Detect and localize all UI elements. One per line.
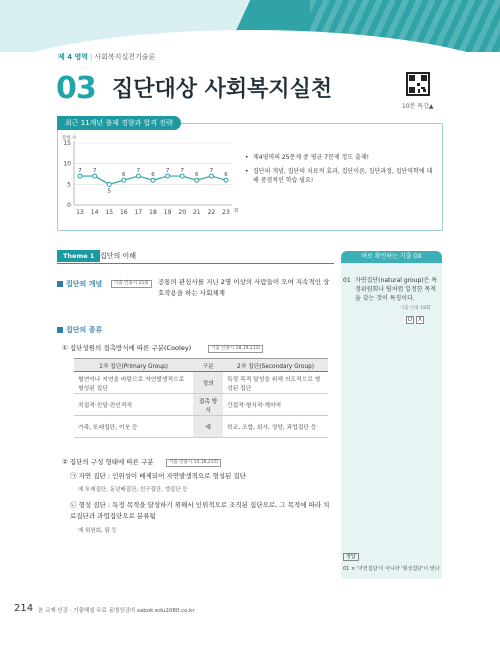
- answer-text: 01 × '자연집단'이 아니라 '형성집단'이 맞다: [343, 566, 440, 572]
- section-bullet-icon: [57, 327, 63, 333]
- source-badge: 기출 인용시 14,18,21회: [166, 459, 221, 467]
- table-cell: 간접적·형식적·계약적: [223, 394, 328, 416]
- x-tick-label: 21: [192, 209, 201, 216]
- data-label: 7: [78, 168, 82, 175]
- o-checkbox[interactable]: O: [407, 316, 413, 323]
- x-checkbox[interactable]: X: [417, 316, 423, 323]
- trend-line-chart: [60, 133, 240, 219]
- x-tick-label: 13: [76, 209, 84, 216]
- x-tick-label: 22: [207, 209, 216, 216]
- data-point: [78, 174, 82, 178]
- x-tick-label: 18: [149, 209, 157, 216]
- x-tick-label: 20: [178, 209, 187, 216]
- data-point: [107, 182, 111, 186]
- table-row: [74, 372, 328, 394]
- concept-title: 집단의 개념: [66, 280, 103, 288]
- header-band: [0, 0, 500, 52]
- footer-text: 본 교재 인강 · 기출해설 무료 동영상강의 sabok.edu2080.co.kr: [38, 608, 195, 614]
- natural-group-example: 예 또래집단, 동년배집단, 친구집단, 갱집단 등: [78, 487, 188, 493]
- x-tick-label: 16: [119, 209, 128, 216]
- table-header-row: [74, 359, 328, 372]
- data-point: [93, 174, 97, 178]
- trend-tips: [245, 153, 437, 190]
- natural-group-text: ㉠ 자연 집단 : 인위성이 배제되어 자연발생적으로 형성된 집단: [70, 472, 246, 480]
- x-tick-label: 17: [134, 209, 143, 216]
- data-point: [122, 178, 126, 182]
- data-point: [224, 178, 228, 182]
- table-cell: 혈연이나 지연을 바탕으로 자연발생적으로 형성된 집단: [74, 372, 193, 394]
- theme-tag: Theme 1: [57, 250, 100, 262]
- data-label: 7: [180, 168, 184, 175]
- data-label: 6: [151, 172, 155, 179]
- chapter-number: 03: [56, 71, 96, 106]
- data-label: 6: [122, 172, 126, 179]
- data-label: 7: [165, 168, 170, 175]
- concept-body: 공통의 관심사를 지닌 2명 이상의 사람들이 모여 지속적인 상호작용을 하는 사회체계: [158, 278, 330, 297]
- data-point: [151, 178, 155, 182]
- theme-title: 집단의 이해: [100, 252, 137, 260]
- data-label: 5: [107, 188, 111, 195]
- y-tick-label: 15: [63, 140, 71, 147]
- formed-group-text: ㉡ 형성 집단 : 특정 목적을 달성하기 위해서 인위적으로 조직된 집단으로, 그 목적에 따라 치료집단과 과업집단으로 분류됨: [70, 501, 330, 520]
- data-point: [136, 174, 140, 178]
- source-badge: 기출 인용시 18,19,21회: [208, 345, 263, 353]
- ox-quiz-heading: 바로 확인하는 기출 OX: [341, 251, 442, 263]
- x-tick-label: 23: [222, 209, 230, 216]
- types-item1-label: ① 집단성원의 접촉방식에 따른 구분(Cooley): [62, 344, 192, 352]
- y-tick-label: 5: [67, 181, 71, 189]
- subject-name: 사회복지실천기술론: [94, 53, 156, 61]
- question-number: 01: [343, 277, 351, 284]
- table-cell: 특정 목적 달성을 위해 의도적으로 형성된 집단: [223, 372, 328, 394]
- qr-code-icon[interactable]: [406, 72, 430, 96]
- chapter-title: 집단대상 사회복지실천: [112, 77, 333, 102]
- trend-tip: • 제4영역의 25문제 중 평균 7문제 정도 출제!: [245, 153, 437, 162]
- y-tick-label: 0: [67, 202, 71, 209]
- divider: [57, 263, 334, 264]
- data-label: 6: [224, 172, 228, 179]
- data-label: 6: [195, 172, 199, 179]
- y-tick-label: 10: [63, 160, 71, 168]
- data-point: [209, 174, 213, 178]
- data-point: [166, 174, 170, 178]
- table-cell: 예: [193, 416, 223, 438]
- ox-question: [343, 276, 438, 303]
- source-badge: 기출 인용시 21회: [111, 280, 152, 288]
- table-header: 구분: [193, 359, 223, 372]
- x-tick-label: 15: [105, 209, 114, 216]
- table-row: [74, 416, 328, 438]
- data-label: 7: [209, 168, 214, 175]
- part-label: 제 4 영역 | 사회복지실천기술론: [58, 53, 156, 61]
- x-tick-label: 19: [163, 209, 172, 216]
- x-axis-label: 회: [234, 209, 239, 214]
- data-point: [180, 174, 184, 178]
- section-bullet-icon: [57, 281, 63, 287]
- data-label: 7: [136, 168, 141, 175]
- question-text: 자연집단(natural group)은 특정위원회나 팀처럼 일정한 목적을 갖는 것이 특징이다.: [355, 277, 438, 302]
- data-point: [195, 178, 199, 182]
- group-comparison-table: [74, 358, 328, 438]
- types-item2-label: ② 집단의 구성 형태에 따른 구분: [62, 458, 154, 466]
- question-source: 기출 인용 18회: [400, 306, 431, 311]
- table-cell: 가족, 또래집단, 이웃 등: [74, 416, 193, 438]
- table-header: 2차 집단(Secondary Group): [223, 359, 328, 372]
- page-number: 214: [14, 603, 34, 614]
- table-header: 1차 집단(Primary Group): [74, 359, 193, 372]
- table-cell: 직접적·친밀·전인격적: [74, 394, 193, 416]
- y-axis-label: 문항 수: [62, 136, 77, 141]
- types-title: 집단의 종류: [66, 326, 103, 334]
- trend-heading: 최근 11개년 출제 경향과 합격 전략: [57, 116, 181, 130]
- data-label: 7: [92, 168, 97, 175]
- qr-caption: 10분 특강▲: [402, 103, 434, 110]
- table-cell: 접촉 방식: [193, 394, 223, 416]
- trend-tip: • 집단의 개념, 집단의 치료적 효과, 집단이론, 집단과정, 집단역학에 대해 중점적인 학습 필요!: [245, 167, 437, 185]
- table-row: [74, 394, 328, 416]
- table-cell: 정의: [193, 372, 223, 394]
- answer-tag: 정답: [343, 553, 359, 561]
- formed-group-example: 예 위원회, 팀 등: [78, 528, 117, 534]
- part-number: 제 4 영역: [58, 53, 89, 61]
- table-cell: 학교, 조합, 회사, 정당, 과업집단 등: [223, 416, 328, 438]
- x-tick-label: 14: [90, 209, 99, 216]
